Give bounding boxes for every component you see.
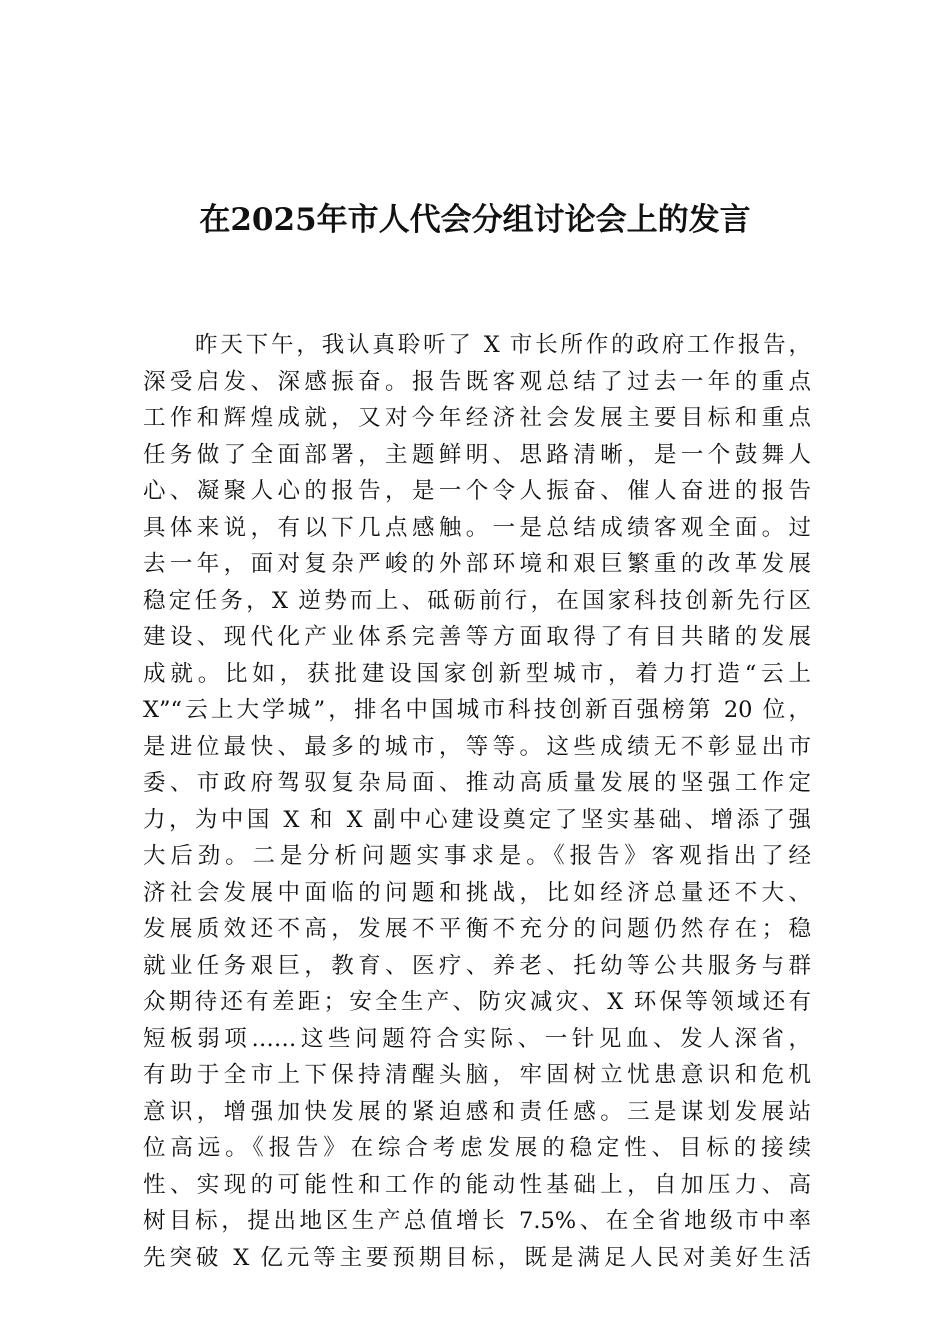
paragraph-line: 树目标，提出地区生产总值增长 7.5%、在全省地级市中率 [143, 1208, 811, 1234]
paragraph-line: 济社会发展中面临的问题和挑战，比如经济总量还不大、 [143, 879, 811, 906]
paragraph-line: 意识，增强加快发展的紧迫感和责任感。三是谋划发展站 [143, 1098, 811, 1125]
paragraph-line: 先突破 X 亿元等主要预期目标，既是满足人民对美好生活 [143, 1244, 811, 1271]
paragraph-line: 有助于全市上下保持清醒头脑，牢固树立忧患意识和危机 [143, 1062, 811, 1088]
paragraph-line: 委、市政府驾驭复杂局面、推动高质量发展的坚强工作定 [143, 770, 811, 796]
document-title: 在2025年市人代会分组讨论会上的发言 [199, 202, 751, 238]
paragraph-line: 深受启发、深感振奋。报告既客观总结了过去一年的重点 [143, 368, 811, 395]
paragraph-line: 建设、现代化产业体系完善等方面取得了有目共睹的发展 [143, 624, 811, 650]
paragraph-line: 位高远。《报告》在综合考虑发展的稳定性、目标的接续 [143, 1135, 811, 1161]
paragraph-line: 昨天下午，我认真聆听了 X 市长所作的政府工作报告， [195, 332, 811, 358]
paragraph-line: 是进位最快、最多的城市，等等。这些成绩无不彰显出市 [143, 733, 811, 760]
paragraph-line: 发展质效还不高，发展不平衡不充分的问题仍然存在；稳 [143, 916, 811, 942]
paragraph-line: 性、实现的可能性和工作的能动性基础上，自加压力、高 [143, 1171, 811, 1198]
paragraph-line: 就业任务艰巨，教育、医疗、养老、托幼等公共服务与群 [143, 952, 811, 979]
paragraph-line: 任务做了全面部署，主题鲜明、思路清晰，是一个鼓舞人 [143, 441, 811, 468]
paragraph-line: 大后劲。二是分析问题实事求是。《报告》客观指出了经 [143, 843, 811, 869]
paragraph-line: 稳定任务，X 逆势而上、砥砺前行，在国家科技创新先行区 [143, 587, 811, 614]
paragraph-line: 成就。比如，获批建设国家创新型城市，着力打造“云上 [143, 660, 811, 687]
paragraph-line: 具体来说，有以下几点感触。一是总结成绩客观全面。过 [143, 514, 811, 541]
paragraph-line: 众期待还有差距；安全生产、防灾减灾、X 环保等领域还有 [143, 989, 811, 1015]
document-body [143, 327, 811, 1276]
paragraph-line: 心、凝聚人心的报告，是一个令人振奋、催人奋进的报告 [143, 478, 811, 504]
paragraph-line: X”“云上大学城”，排名中国城市科技创新百强榜第 20 位， [143, 697, 811, 723]
paragraph-line: 工作和辉煌成就，又对今年经济社会发展主要目标和重点 [143, 405, 811, 431]
paragraph-line: 力，为中国 X 和 X 副中心建设奠定了坚实基础、增添了强 [143, 806, 811, 833]
paragraph-line: 短板弱项……这些问题符合实际、一针见血、发人深省， [143, 1025, 811, 1052]
paragraph-line: 去一年，面对复杂严峻的外部环境和艰巨繁重的改革发展 [143, 551, 811, 577]
